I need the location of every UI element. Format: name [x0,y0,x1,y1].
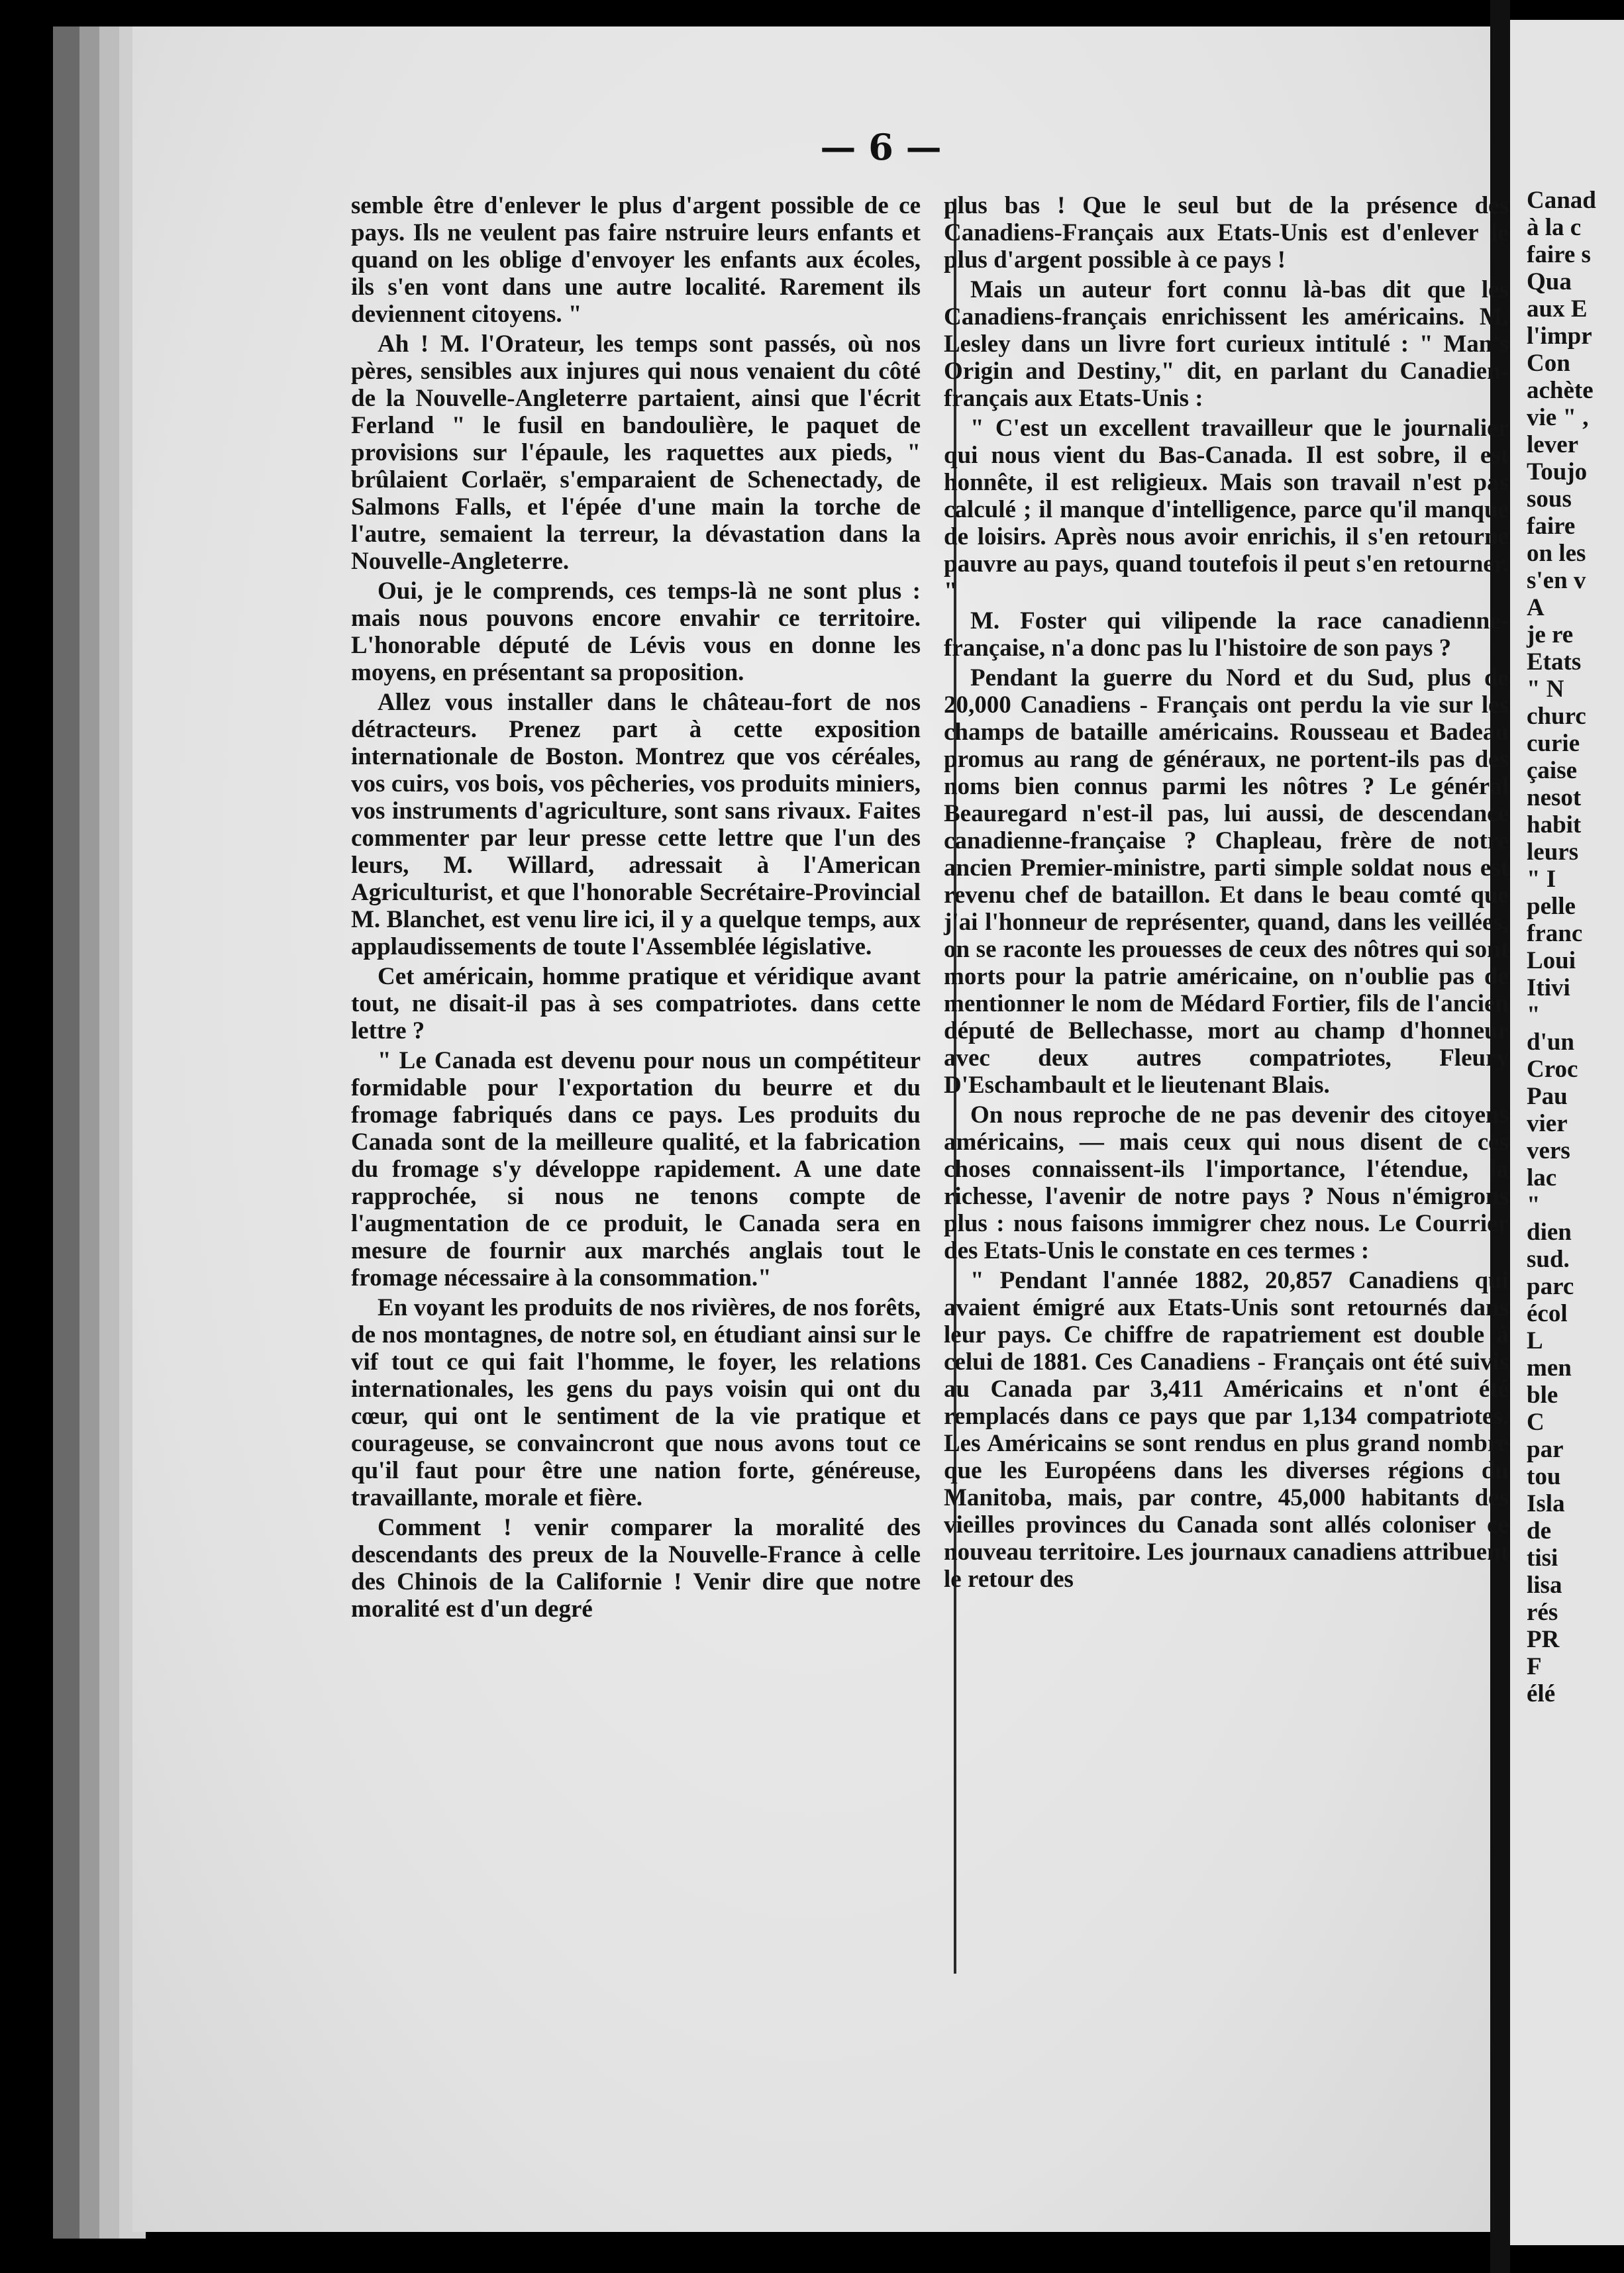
next-page-line: achète [1527,377,1594,404]
next-page-line: vier [1527,1110,1568,1137]
next-page-line: rés [1527,1599,1558,1626]
page-number: — 6 — [820,126,942,168]
next-page-line: faire s [1527,241,1591,268]
paragraph: " Le Canada est devenu pour nous un compétiteur formidable pour l'exportation du beurre et du fromage fabriqués dans ce pays. Les produits du Canada sont de la meilleure qualité, et la fabrication du fromage s'y développe rapidement. A une date rapprochée, si nous ne tenons compte de l'augmentation de ce produit, le Canada sera en mesure de fournir aux marchés anglais tout le fromage nécessaire à la consommation." [351,1047,921,1291]
next-page-line: par [1527,1436,1564,1463]
stacked-page-edges [53,26,146,2239]
paragraph: plus bas ! Que le seul but de la présence des Canadiens-Français aux Etats-Unis est d'enlever le plus d'argent possible à ce pays ! [944,192,1509,274]
paragraph: En voyant les produits de nos rivières, de nos forêts, de nos montagnes, de notre sol, en étudiant ainsi sur le vif tout ce qui fait l'homme, le foyer, les relations internationales, les gens du pays voisin qui ont du cœur, qui ont le sentiment de la vie pratique et courageuse, se convaincront que nous avons tout ce qu'il faut pour être une nation forte, généreuse, travaillante, morale et fière. [351,1294,921,1511]
next-page-line: lac [1527,1164,1557,1191]
next-page-line: l'impr [1527,323,1592,350]
paragraph: Oui, je le comprends, ces temps-là ne sont plus : mais nous pouvons encore envahir ce territoire. L'honorable député de Lévis vous en donne les moyens, en présentant sa proposition. [351,578,921,686]
next-page-line: Pau [1527,1083,1568,1110]
page-edge [79,26,99,2239]
next-page-line: à la c [1527,214,1582,241]
next-page-line: Toujo [1527,458,1588,485]
left-text-column [351,192,921,1625]
next-page-line: s'en v [1527,567,1586,594]
next-page-line: Canad [1527,187,1596,214]
paragraph: Pendant la guerre du Nord et du Sud, plus de 20,000 Canadiens - Français ont perdu la vie sur les champs de bataille américains. Rousseau et Badeau promus au rang de généraux, ne portent-ils pas des noms bien connus parmi les nôtres ? Le général Beauregard n'est-il pas, lui aussi, de descendance canadienne-française ? Chapleau, frère de notre ancien Premier-ministre, parti simple soldat nous est revenu chef de bataillon. Et dans le beau comté que j'ai l'honneur de représenter, quand, dans les veillées, on se raconte les prouesses de ceux des nôtres qui sont morts pour la patrie américaine, on n'oublie pas de mentionner le nom de Médard Fortier, fils de l'ancien député de Bellechasse, mort au champ d'honneur avec deux autres compatriotes, Fleury D'Eschambault et le lieutenant Blais. [944,664,1509,1099]
paragraph: " Pendant l'année 1882, 20,857 Canadiens qui avaient émigré aux Etats-Unis sont retournés dans leur pays. Ce chiffre de rapatriement est double à celui de 1881. Ces Canadiens - Français ont été suivis au Canada par 3,411 Américains et n'ont été remplacés dans ce pays que par 1,134 compatriotes. Les Américains se sont rendus en plus grand nombre que les Européens dans les diverses régions du Manitoba, mais, par contre, 45,000 habitants des vieilles provinces du Canada sont allés coloniser ce nouveau territoire. Les journaux canadiens attribuent le retour des [944,1267,1509,1593]
next-page-line: PR [1527,1626,1560,1653]
paragraph: Allez vous installer dans le château-fort de nos détracteurs. Prenez part à cette exposition internationale de Boston. Montrez que vos céréales, vos cuirs, vos bois, vos pêcheries, vos produits miniers, vos instruments d'agriculture, sont sans rivaux. Faites commenter par leur presse cette lettre que l'un des leurs, M. Willard, adressait à l'American Agriculturist, et que l'honorable Secrétaire-Provincial M. Blanchet, est venu lire ici, il y a quelque temps, aux applaudissements de toute l'Assemblée législative. [351,689,921,960]
next-page-line: Croc [1527,1056,1578,1083]
next-page-line: écol [1527,1300,1568,1327]
paragraph: Ah ! M. l'Orateur, les temps sont passés, où nos pères, sensibles aux injures qui nous venaient du côté de la Nouvelle-Angleterre partaient, ainsi que l'écrit Ferland " le fusil en bandoulière, le paquet de provisions sur l'épaule, les raquettes aux pieds, " brûlaient Corlaër, s'emparaient de Schenectady, de Salmons Falls, et l'épée d'une main la torche de l'autre, semaient la terreur, la dévastation dans la Nouvelle-Angleterre. [351,330,921,575]
page-edge [53,26,79,2239]
next-page-line: dien [1527,1219,1572,1246]
next-page-line: sous [1527,485,1572,513]
next-page-line: " [1527,1191,1541,1219]
next-page-line: Itivi [1527,974,1570,1001]
next-page-line: leurs [1527,838,1579,866]
next-page-line: élé [1527,1680,1556,1707]
next-page-line: pelle [1527,893,1576,920]
next-page-line: " I [1527,866,1556,893]
paragraph: On nous reproche de ne pas devenir des citoyens américains, — mais ceux qui nous disent de ces choses connaissent-ils l'importance, l'étendue, la richesse, l'avenir de notre pays ? Nous n'émigrons plus : nous faisons immigrer chez nous. Le Courrier des Etats-Unis le constate en ces termes : [944,1101,1509,1264]
next-page-line: franc [1527,920,1583,947]
paragraph: semble être d'enlever le plus d'argent possible de ce pays. Ils ne veulent pas faire nstruire leurs enfants et quand on les oblige d'envoyer les enfants aux écoles, ils s'en vont dans une autre localité. Rarement ils deviennent citoyens. " [351,192,921,328]
right-text-column [917,192,1509,1595]
paragraph: M. Foster qui vilipende la race canadienne-française, n'a donc pas lu l'histoire de son pays ? [944,607,1509,662]
page-edge [99,26,119,2239]
next-page-line: C [1527,1409,1545,1436]
paragraph: Cet américain, homme pratique et véridique avant tout, ne disait-il pas à ses compatriotes. dans cette lettre ? [351,963,921,1044]
next-page-line: de [1527,1517,1551,1544]
next-page-line: A [1527,594,1545,621]
next-page-line: curie [1527,730,1580,757]
next-page-line: vie " , [1527,404,1589,431]
next-page-line: " N [1527,676,1564,703]
next-page-line: Etats [1527,648,1582,676]
next-page-line: çaise [1527,757,1578,784]
paragraph: " C'est un excellent travailleur que le journalier qui nous vient du Bas-Canada. Il est sobre, il est honnête, il est religieux. Mais son travail n'est pas calculé ; il manque d'intelligence, parce qu'il manque de loisirs. Après nous avoir enrichis, il s'en retourne pauvre au pays, quand toutefois il peut s'en retourner. " [944,415,1509,605]
next-page-line: faire [1527,513,1576,540]
next-page-line: Qua [1527,268,1572,295]
next-page-line: L [1527,1327,1543,1354]
next-page-line: ble [1527,1382,1558,1409]
next-page-line: parc [1527,1273,1574,1300]
next-page-line: Loui [1527,947,1576,974]
next-page-line: on les [1527,540,1586,567]
next-page-line: d'un [1527,1029,1575,1056]
paragraph: Mais un auteur fort connu là-bas dit que les Canadiens-français enrichissent les américains. M. Lesley dans un livre fort curieux intitulé : " Man's Origin and Destiny," dit, en parlant du Canadien-français aux Etats-Unis : [944,276,1509,412]
next-page-line: churc [1527,703,1586,730]
next-page-line: aux E [1527,295,1588,323]
next-page-text-fragments [1527,187,1624,1707]
next-page-line: tisi [1527,1544,1558,1572]
next-page-line: men [1527,1354,1572,1382]
paragraph: Comment ! venir comparer la moralité des descendants des preux de la Nouvelle-France à celle des Chinois de la Californie ! Venir dire que notre moralité est d'un degré [351,1514,921,1623]
next-page-line: sud. [1527,1246,1570,1273]
next-page-line: F [1527,1653,1542,1680]
next-page-line: lever [1527,431,1579,458]
next-page-line: habit [1527,811,1582,838]
next-page-line: " [1527,1001,1541,1029]
next-page-line: Con [1527,350,1570,377]
next-page-line: vers [1527,1137,1570,1164]
next-page-line: je re [1527,621,1574,648]
next-page-line: Isla [1527,1490,1565,1517]
next-page-line: nesot [1527,784,1582,811]
next-page-line: tou [1527,1463,1561,1490]
next-page-line: lisa [1527,1572,1562,1599]
